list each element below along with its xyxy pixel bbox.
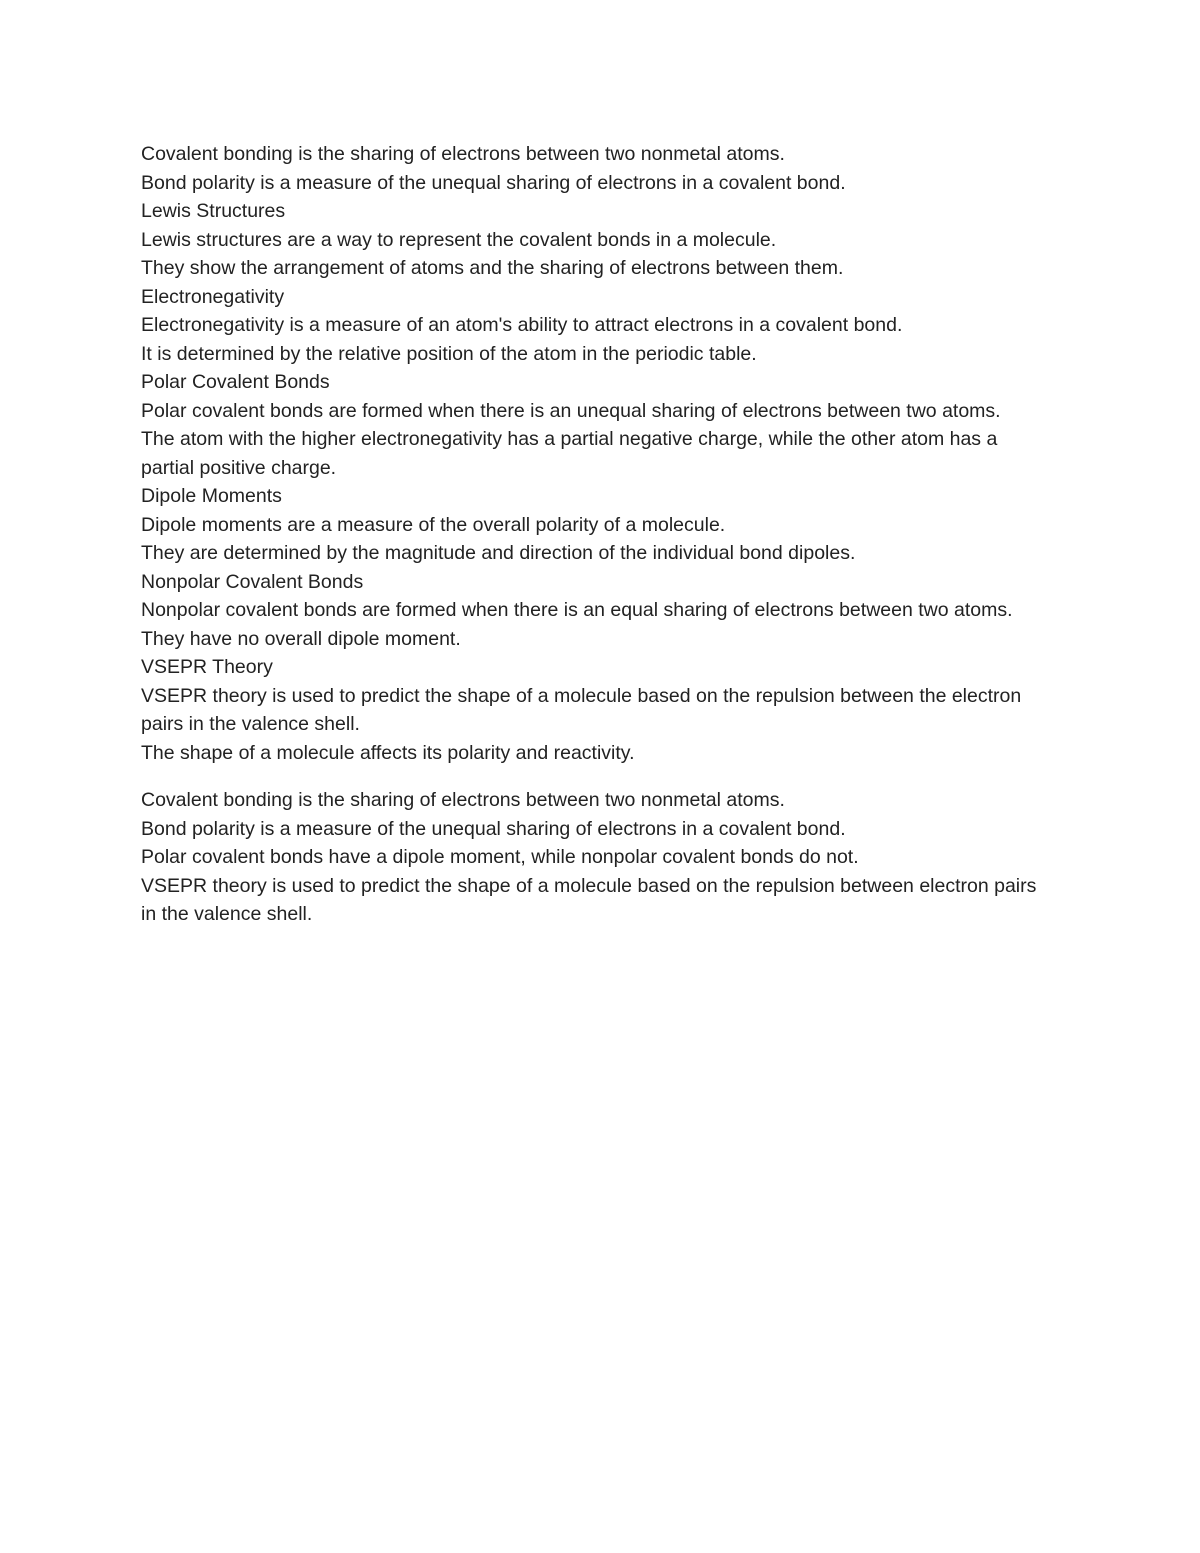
summary-line: Polar covalent bonds have a dipole moment, while nonpolar covalent bonds do not. [141,846,859,868]
heading-polar-covalent-bonds: Polar Covalent Bonds [141,371,330,393]
text-line: Nonpolar covalent bonds are formed when there is an equal sharing of electrons between two atoms. [141,599,1013,621]
text-line: Covalent bonding is the sharing of electrons between two nonmetal atoms. [141,143,785,165]
text-line: They have no overall dipole moment. [141,627,461,650]
summary-line: Bond polarity is a measure of the unequal sharing of electrons in a covalent bond. [141,817,846,840]
summary-line: VSEPR theory is used to predict the shape of a molecule based on the repulsion between electron pairs in the valence shell. [141,874,1037,925]
document-body [141,140,1041,929]
text-line: The atom with the higher electronegativity has a partial negative charge, while the other atom has a partial positive charge. [141,428,998,479]
text-line: The shape of a molecule affects its polarity and reactivity. [141,741,635,764]
heading-vsepr-theory: VSEPR Theory [141,656,273,678]
text-line: Lewis structures are a way to represent the covalent bonds in a molecule. [141,228,777,251]
summary-line: Covalent bonding is the sharing of electrons between two nonmetal atoms. [141,789,785,811]
text-line: It is determined by the relative position of the atom in the periodic table. [141,342,757,365]
summary-section [141,786,1041,929]
heading-nonpolar-covalent-bonds: Nonpolar Covalent Bonds [141,570,364,593]
section-spacer [141,767,1041,786]
heading-electronegativity: Electronegativity [141,285,285,308]
text-line: They are determined by the magnitude and direction of the individual bond dipoles. [141,542,856,564]
heading-lewis-structures: Lewis Structures [141,200,286,222]
notes-section [141,140,1041,767]
text-line: They show the arrangement of atoms and the sharing of electrons between them. [141,257,844,279]
text-line: Dipole moments are a measure of the overall polarity of a molecule. [141,513,726,536]
heading-dipole-moments: Dipole Moments [141,485,282,507]
text-line: Bond polarity is a measure of the unequal sharing of electrons in a covalent bond. [141,171,846,194]
text-line: Electronegativity is a measure of an atom's ability to attract electrons in a covalent bond. [141,314,903,336]
text-line: Polar covalent bonds are formed when there is an unequal sharing of electrons between two atoms. [141,399,1001,422]
text-line: VSEPR theory is used to predict the shape of a molecule based on the repulsion between the electron pairs in the valence shell. [141,684,1022,735]
